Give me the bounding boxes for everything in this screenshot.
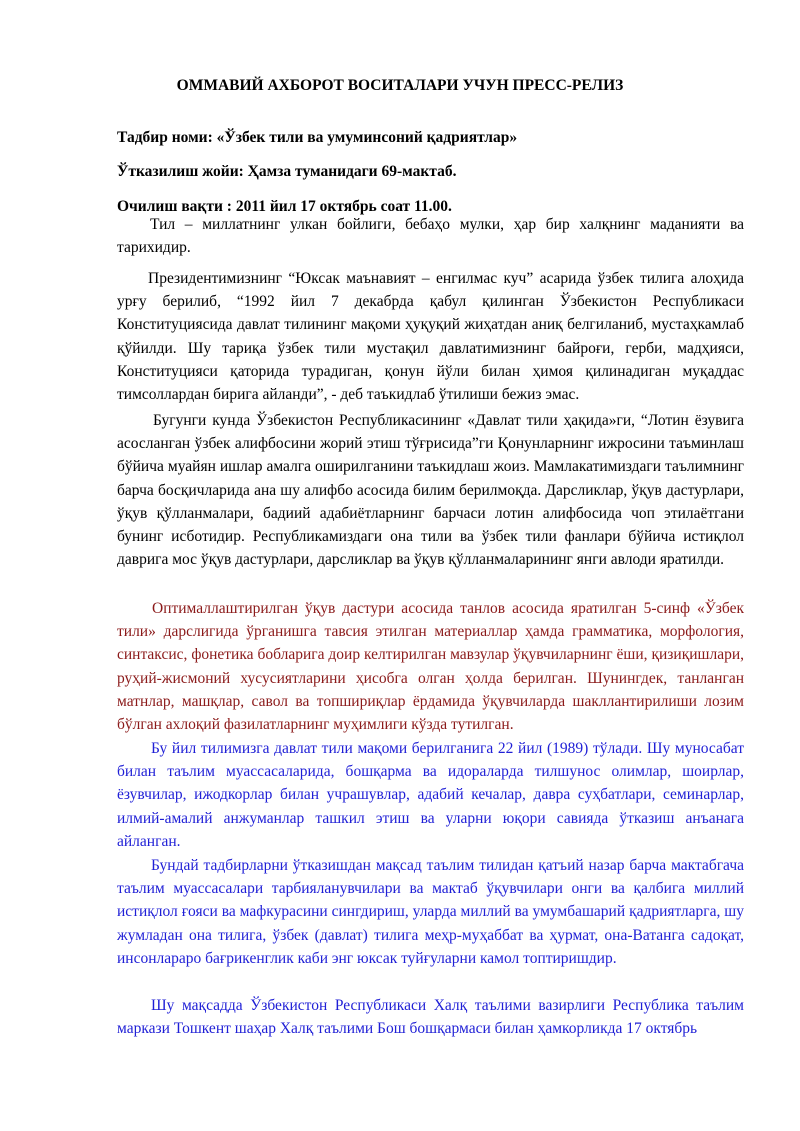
event-name: Тадбир номи: «Ўзбек тили ва умуминсоний қадриятлар» <box>117 129 518 146</box>
paragraph-textbook-curriculum: Оптималлаштирилган ўқув дастури асосида танлов асосида яратилган 5-синф «Ўзбек тили» дарслигида ўрганишга тавсия этилган материаллар ҳамда грамматика, морфология, синтаксис, фонетика бобларига доир келтирилган мавзулар ўқувчиларнинг ёши, қизиқишлари, руҳий-жисмоний хусусиятларини ҳисобга олган ҳолда берилган. Шунингдек, танланган матнлар, машқлар, савол ва топшириқлар ёрдамида ўқувчиларда шакллантирилиши лозим бўлган ахлоқий фазилатларнинг муҳимлиги кўзда тутилган. <box>117 600 744 734</box>
paragraph-president-quote: Президентимизнинг “Юксак маънавият – енгилмас куч” асарида ўзбек тилига алоҳида урғу берилиб, “1992 йил 7 декабрда қабул қилинган Ўзбекистон Республикаси Конституциясида давлат тилининг мақоми ҳуқуқий жиҳатдан аниқ белгиланиб, мустаҳкамлаб қўйилди. Шу тариқа ўзбек тили мустақил давлатимизнинг байроғи, герби, мадҳияси, Конституцияси қаторида турадиган, қонун йўли билан ҳимоя қилинадиган муқаддас тимсоллардан бирига айланди”, - деб таъкидлаб ўтилиши бежиз эмас. <box>117 270 744 404</box>
paragraph-language-heritage: Тил – миллатнинг улкан бойлиги, бебаҳо мулки, ҳар бир халқнинг маданияти ва тарихидир. <box>117 216 744 257</box>
paragraph-event-goals: Бундай тадбирларни ўтказишдан мақсад таълим тилидан қатъий назар барча мактабгача таълим муассасалари тарбияланувчилари ва мактаб ўқувчилари онги ва қалбига миллий истиқлол ғояси ва мафкурасини сингдириш, уларда миллий ва умумбашарий қадриятларга, шу жумладан она тилига, ўзбек (давлат) тилига меҳр-муҳаббат ва ҳурмат, она-Ватанга садоқат, инсонлараро бағрикенглик каби энг юксак туйғуларни камол топтиришдир. <box>117 857 744 967</box>
paragraph-organizers: Шу мақсадда Ўзбекистон Республикаси Халқ таълими вазирлиги Республика таълим маркази Тошкент шаҳар Халқ таълими Бош бошқармаси билан ҳамкорликда 17 октябрь <box>117 997 744 1038</box>
event-venue: Ўтказилиш жойи: Ҳамза туманидаги 69-мактаб. <box>117 163 457 180</box>
paragraph-anniversary: Бу йил тилимизга давлат тили мақоми берилганига 22 йил (1989) тўлади. Шу муносабат билан таълим муассасаларида, бошқарма ва идораларда тилшунос олимлар, шоирлар, ёзувчилар, ижодкорлар билан учрашувлар, адабий кечалар, давра суҳбатлари, семинарлар, илмий-амалий анжуманлар ташкил этиш ва уларни юқори савияда ўтказиш анъанага айланган. <box>117 740 744 850</box>
paragraph-state-language-laws: Бугунги кунда Ўзбекистон Республикасининг «Давлат тили ҳақида»ги, “Лотин ёзувига асосланган ўзбек алифбосини жорий этиш тўғрисида”ги Қонунларнинг ижросини таъминлаш бўйича муайян ишлар амалга оширилганини таъкидлаш жоиз. Мамлакатимиздаги таълимнинг барча босқичларида ана шу алифбо асосида билим берилмоқда. Дарсликлар, ўқув дастурлари, ўқув қўлланмалари, бадиий адабиётларнинг барчаси лотин алифбосида чоп этилаётгани бунинг исботидир. Республикамиздаги она тили ва ўзбек тили фанлари бўйича истиқлол даврига мос ўқув дастурлари, дарсликлар ва ўқув қўлланмаларининг янги авлоди яратилди. <box>117 412 744 569</box>
opening-time: Очилиш вақти : 2011 йил 17 октябрь соат 11.00. <box>117 198 452 215</box>
document-title: ОММАВИЙ АХБОРОТ ВОСИТАЛАРИ УЧУН ПРЕСС-РЕЛИЗ <box>176 77 624 94</box>
